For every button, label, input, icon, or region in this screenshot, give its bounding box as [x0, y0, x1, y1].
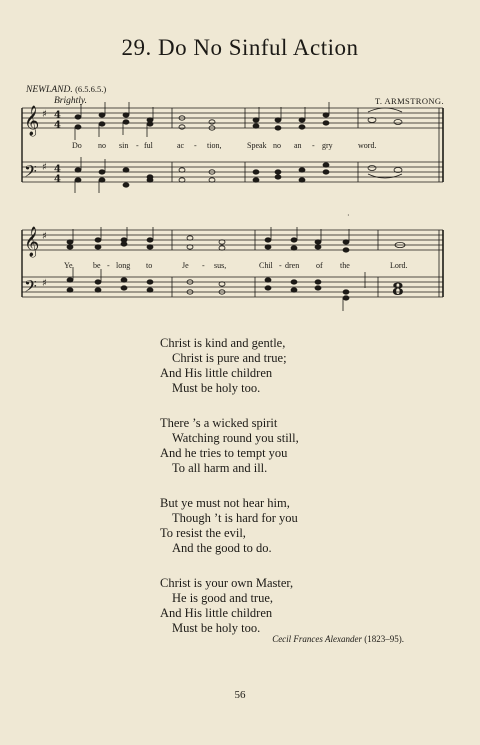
page-number: 56: [234, 689, 246, 701]
verse-line: And the good to do.: [172, 541, 272, 555]
treble-clef-icon: 𝄞: [24, 106, 40, 136]
verse-line: And His little children: [160, 606, 273, 620]
system-1-staves: [22, 108, 443, 182]
lyric-syllable: ful: [144, 141, 153, 150]
note-stems: [73, 102, 365, 311]
lyric-syllable: Je: [182, 261, 189, 270]
stanza-1: [160, 336, 299, 396]
stanza-2: [160, 416, 299, 476]
lyric-syllable: the: [340, 261, 350, 270]
lyric-syllable: -: [312, 141, 315, 150]
author-attribution: [272, 634, 404, 644]
lyric-syllable: of: [316, 261, 323, 270]
verse-line: And he tries to tempt you: [160, 446, 288, 460]
verse-line: Christ is pure and true;: [172, 351, 287, 365]
author-name: Cecil Frances Alexander: [272, 634, 362, 644]
time-signature: 4: [54, 164, 61, 175]
verse-line: There ’s a wicked spirit: [160, 416, 278, 430]
lyric-syllable: sus,: [214, 261, 227, 270]
time-signature: 4: [54, 174, 61, 185]
verse-line: Though ’t is hard for you: [172, 511, 298, 525]
stanza-4: [160, 576, 299, 636]
lyric-syllable: long: [116, 261, 131, 270]
hymn-title: 29. Do No Sinful Action: [121, 35, 359, 60]
verse-line: Watching round you still,: [172, 431, 299, 445]
composer-credit: T. ARMSTRONG.: [374, 96, 444, 106]
lyric-syllable: ac: [177, 141, 185, 150]
lyric-syllable: gry: [322, 141, 333, 150]
lyric-syllable: an: [294, 141, 302, 150]
lyric-syllable: -: [279, 261, 282, 270]
clefs-and-signatures: [24, 105, 404, 300]
time-signature: 4: [54, 110, 61, 121]
bass-clef-icon: 𝄢: [24, 276, 37, 300]
verse-line: To resist the evil,: [160, 526, 246, 540]
stanza-3: [160, 496, 299, 556]
lyric-syllable: -: [202, 261, 205, 270]
verse-line: Christ is kind and gentle,: [160, 336, 286, 350]
lyric-syllable: to: [146, 261, 153, 270]
verse-line: And His little children: [160, 366, 273, 380]
verse-line: Must be holy too.: [172, 381, 261, 395]
verse-line: He is good and true,: [172, 591, 274, 605]
lyric-syllable: sin: [119, 141, 129, 150]
treble-clef-icon: 𝄞: [24, 227, 40, 257]
tempo-marking: Brightly.: [54, 96, 87, 106]
hymn-verses: [160, 336, 299, 656]
music-score: [0, 0, 480, 330]
breve-notation: 8: [392, 280, 404, 300]
sharp-icon: ♯: [42, 231, 47, 242]
lyric-syllable: -: [136, 141, 139, 150]
time-signature: 4: [54, 120, 61, 131]
lyric-syllable: Ye: [64, 261, 73, 270]
sharp-icon: ♯: [42, 278, 47, 289]
verse-line: Christ is your own Master,: [160, 576, 294, 590]
verse-line: But ye must not hear him,: [160, 496, 290, 510]
sharp-icon: ♯: [42, 162, 47, 173]
lyric-syllable: be: [93, 261, 101, 270]
lyric-syllable: tion,: [207, 141, 222, 150]
lyric-syllable: Speak: [247, 141, 267, 150]
lyric-syllable: word.: [358, 141, 377, 150]
bass-clef-icon: 𝄢: [24, 161, 37, 185]
sharp-icon: ♯: [42, 109, 47, 120]
lyric-syllable: dren: [285, 261, 300, 270]
lyric-syllable: -: [107, 261, 110, 270]
lyric-syllable: no: [98, 141, 106, 150]
system-2-staves: [22, 230, 443, 297]
verse-line: To all harm and ill.: [172, 461, 268, 475]
meter-label: (6.5.6.5.): [75, 84, 107, 94]
lyric-syllable: no: [273, 141, 281, 150]
lyric-syllable: Do: [72, 141, 82, 150]
tune-name-label: NEWLAND.: [26, 85, 73, 95]
author-dates: (1823–95).: [364, 634, 404, 644]
lyric-syllable: Lord.: [390, 261, 408, 270]
lyric-syllable: -: [194, 141, 197, 150]
lyric-syllable: Chil: [259, 261, 273, 270]
dot-mark: ·: [347, 211, 350, 220]
verse-line: Must be holy too.: [172, 621, 261, 635]
